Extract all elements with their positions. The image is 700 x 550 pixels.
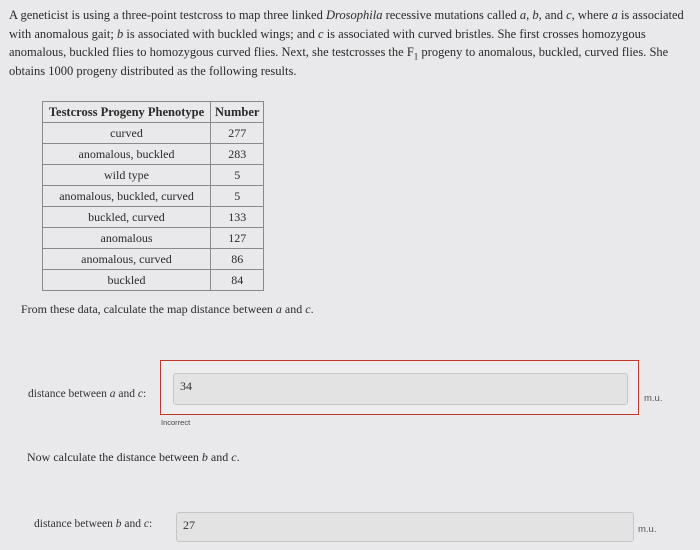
question2-answer-input[interactable] <box>176 512 634 542</box>
question1-answer-input[interactable] <box>173 373 628 405</box>
phenotype-cell: buckled <box>43 270 211 291</box>
phenotype-cell: buckled, curved <box>43 207 211 228</box>
question2-unit: m.u. <box>638 524 657 535</box>
number-cell: 283 <box>211 144 264 165</box>
table-row <box>43 144 264 165</box>
number-cell: 5 <box>211 165 264 186</box>
number-cell: 127 <box>211 228 264 249</box>
table-row <box>43 207 264 228</box>
question1-label: distance between a and c: <box>28 388 147 400</box>
table-row <box>43 123 264 144</box>
testcross-progeny-table <box>42 101 264 291</box>
table-row <box>43 228 264 249</box>
question2-answer-value: 27 <box>183 518 195 532</box>
phenotype-cell: anomalous <box>43 228 211 249</box>
question1-feedback: Incorrect <box>161 418 191 427</box>
table-row <box>43 165 264 186</box>
question2-label: distance between b and c: <box>34 518 153 530</box>
number-cell: 86 <box>211 249 264 270</box>
header-phenotype: Testcross Progeny Phenotype <box>43 102 211 123</box>
phenotype-cell: anomalous, buckled <box>43 144 211 165</box>
phenotype-cell: curved <box>43 123 211 144</box>
table-row <box>43 249 264 270</box>
question1-answer-value: 34 <box>180 379 192 393</box>
header-number: Number <box>211 102 264 123</box>
question2-prompt: Now calculate the distance between b and c. <box>27 450 240 464</box>
phenotype-cell: wild type <box>43 165 211 186</box>
problem-statement: A geneticist is using a three-point testcross to map three linked Drosophila recessive mutations called a, b, and c, where a is associated with anomalous gait; b is associated with buckled wings; and c is associated with curved bristles. She first crosses homozygous anomalous, buckled flies to homozygous curved flies. Next, she testcrosses the $F_1$ progeny to anomalous, buckled, curved flies. She obtains 1000 progeny distributed as the following results. <box>9 8 684 78</box>
table-row <box>43 186 264 207</box>
number-cell: 5 <box>211 186 264 207</box>
number-cell: 84 <box>211 270 264 291</box>
question1-prompt: From these data, calculate the map distance between a and c. <box>21 302 314 316</box>
phenotype-cell: anomalous, buckled, curved <box>43 186 211 207</box>
question1-unit: m.u. <box>644 393 663 404</box>
number-cell: 133 <box>211 207 264 228</box>
number-cell: 277 <box>211 123 264 144</box>
phenotype-cell: anomalous, curved <box>43 249 211 270</box>
table-header-row <box>43 102 264 123</box>
table-row <box>43 270 264 291</box>
